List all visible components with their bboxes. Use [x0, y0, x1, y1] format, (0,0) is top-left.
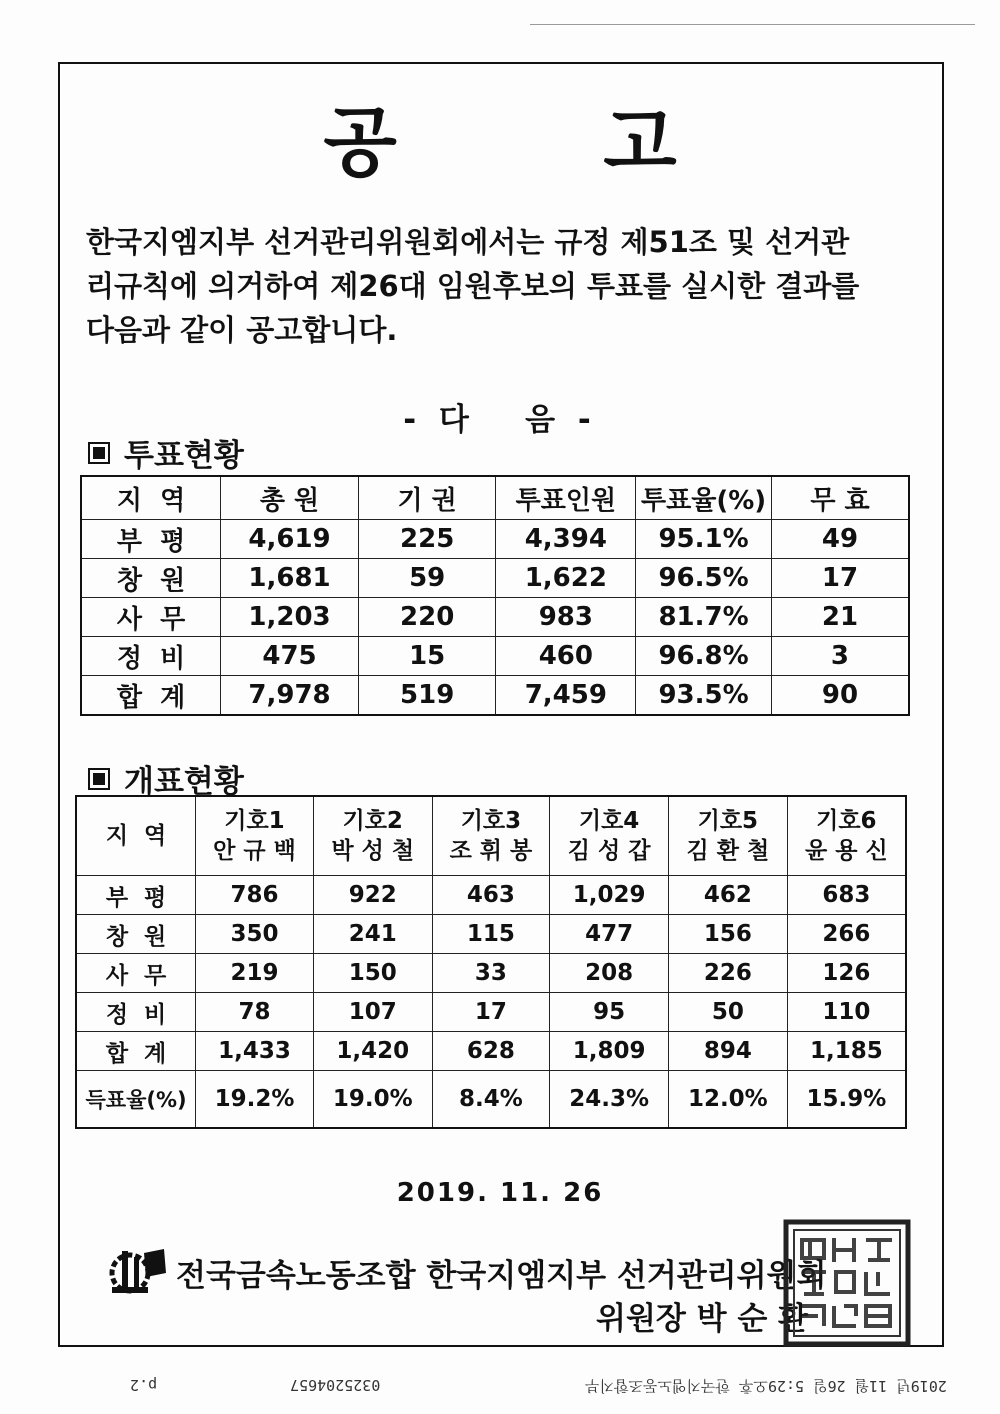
table-cell: 49 [771, 520, 909, 559]
candidate-name: 김 환 철 [686, 838, 770, 864]
table-cell: 3 [771, 637, 909, 676]
table-row [81, 637, 909, 676]
intro-paragraph [86, 220, 926, 352]
header-cell: 지 역 [76, 796, 196, 876]
table-cell: 24.3% [550, 1071, 669, 1129]
table-cell: 4,619 [221, 520, 359, 559]
table-cell: 12.0% [668, 1071, 787, 1129]
table-cell: 241 [313, 915, 432, 954]
table-cell: 1,622 [496, 559, 636, 598]
signatory-name: 위원장 박 순 환 [596, 1301, 809, 1337]
table-cell: 519 [358, 676, 496, 716]
table-cell: 50 [668, 993, 787, 1032]
table-header-row [76, 796, 906, 876]
table-cell: 90 [771, 676, 909, 716]
table-cell: 110 [787, 993, 906, 1032]
table-cell: 59 [358, 559, 496, 598]
table-cell: 1,203 [221, 598, 359, 637]
table-cell: 477 [550, 915, 669, 954]
table-cell: 78 [196, 993, 314, 1032]
table-row [76, 954, 906, 993]
table-cell: 17 [432, 993, 550, 1032]
table-cell: 33 [432, 954, 550, 993]
table-cell: 95 [550, 993, 669, 1032]
table-cell: 107 [313, 993, 432, 1032]
candidate-header [432, 796, 550, 876]
candidate-name: 조 휘 봉 [449, 838, 533, 864]
table-cell: 219 [196, 954, 314, 993]
table-cell: 1,185 [787, 1032, 906, 1071]
table-cell: 460 [496, 637, 636, 676]
region-cell: 정 비 [76, 993, 196, 1032]
candidate-number: 기호4 [578, 808, 640, 834]
candidate-number: 기호5 [697, 808, 759, 834]
table-row [81, 598, 909, 637]
table-cell: 208 [550, 954, 669, 993]
table-cell: 81.7% [636, 598, 772, 637]
table-cell: 1,809 [550, 1032, 669, 1071]
candidate-number: 기호3 [460, 808, 522, 834]
table-cell: 21 [771, 598, 909, 637]
candidate-name: 윤 용 신 [805, 838, 888, 864]
table-cell: 1,029 [550, 876, 669, 915]
region-cell: 부 평 [81, 520, 221, 559]
notice-title: 공 고 [323, 98, 767, 187]
region-cell: 합 계 [76, 1032, 196, 1071]
official-seal-icon [782, 1218, 912, 1348]
voting-section-heading [88, 430, 244, 475]
header-cell: 무 효 [771, 476, 909, 520]
voting-table [80, 475, 910, 716]
candidate-header [313, 796, 432, 876]
table-cell: 226 [668, 954, 787, 993]
table-cell: 150 [313, 954, 432, 993]
table-row-vote-rate [76, 1071, 906, 1129]
candidate-header [196, 796, 314, 876]
union-logo-icon [108, 1243, 170, 1295]
organization-name: 전국금속노동조합 한국지엠지부 선거관리위원회 [176, 1258, 827, 1294]
table-cell: 19.2% [196, 1071, 314, 1129]
table-cell: 15 [358, 637, 496, 676]
candidate-header [787, 796, 906, 876]
table-cell: 220 [358, 598, 496, 637]
voting-heading-text: 투표현황 [124, 438, 244, 474]
fax-top-line [530, 24, 975, 25]
table-cell: 475 [221, 637, 359, 676]
fax-header-page: p.2 [130, 1376, 158, 1394]
region-cell: 정 비 [81, 637, 221, 676]
table-cell: 4,394 [496, 520, 636, 559]
notice-date: 2019. 11. 26 [396, 1178, 604, 1208]
table-cell: 628 [432, 1032, 550, 1071]
table-cell: 96.5% [636, 559, 772, 598]
table-cell: 156 [668, 915, 787, 954]
square-bullet-icon [88, 768, 110, 790]
table-header-row [81, 476, 909, 520]
table-row [81, 520, 909, 559]
table-cell: 922 [313, 876, 432, 915]
counting-heading-text: 개표현황 [124, 764, 244, 800]
region-cell: 득표율(%) [76, 1071, 196, 1129]
table-cell: 462 [668, 876, 787, 915]
square-bullet-icon [88, 442, 110, 464]
table-cell: 463 [432, 876, 550, 915]
intro-line: 리규칙에 의거하여 제26대 임원후보의 투표를 실시한 결과를 [86, 269, 860, 303]
region-cell: 창 원 [81, 559, 221, 598]
candidate-name: 박 성 철 [331, 838, 415, 864]
table-cell: 350 [196, 915, 314, 954]
table-cell: 7,978 [221, 676, 359, 716]
header-cell: 기 권 [358, 476, 496, 520]
table-cell: 8.4% [432, 1071, 550, 1129]
table-cell: 683 [787, 876, 906, 915]
table-row [76, 993, 906, 1032]
header-cell: 투표율(%) [636, 476, 772, 520]
table-cell: 1,433 [196, 1032, 314, 1071]
candidate-number: 기호2 [342, 808, 403, 834]
header-cell: 총 원 [221, 476, 359, 520]
table-cell: 95.1% [636, 520, 772, 559]
candidate-number: 기호6 [816, 808, 877, 834]
fax-header-timestamp: 2019년 11월 26일 5:29오후 한국지엠노동조합지부 [585, 1377, 947, 1395]
table-cell: 894 [668, 1032, 787, 1071]
table-row [76, 876, 906, 915]
table-cell: 96.8% [636, 637, 772, 676]
table-cell: 93.5% [636, 676, 772, 716]
fax-header-number: 0325204657 [290, 1376, 381, 1394]
table-cell: 15.9% [787, 1071, 906, 1129]
intro-line: 한국지엠지부 선거관리위원회에서는 규정 제51조 및 선거관 [86, 225, 850, 259]
table-cell: 7,459 [496, 676, 636, 716]
region-cell: 사 무 [76, 954, 196, 993]
table-cell: 983 [496, 598, 636, 637]
candidate-header [668, 796, 787, 876]
candidate-name: 안 규 백 [213, 838, 296, 864]
table-row-total [76, 1032, 906, 1071]
table-cell: 115 [432, 915, 550, 954]
next-label: - 다 음 - [403, 402, 597, 438]
table-cell: 126 [787, 954, 906, 993]
counting-table [75, 795, 907, 1129]
table-row [76, 915, 906, 954]
candidate-header [550, 796, 669, 876]
table-cell: 17 [771, 559, 909, 598]
table-row-total [81, 676, 909, 716]
region-cell: 합 계 [81, 676, 221, 716]
region-cell: 사 무 [81, 598, 221, 637]
intro-line: 다음과 같이 공고합니다. [86, 313, 398, 347]
table-cell: 266 [787, 915, 906, 954]
header-cell: 지 역 [81, 476, 221, 520]
table-cell: 19.0% [313, 1071, 432, 1129]
header-cell: 투표인원 [496, 476, 636, 520]
table-cell: 1,681 [221, 559, 359, 598]
table-row [81, 559, 909, 598]
table-cell: 786 [196, 876, 314, 915]
region-cell: 부 평 [76, 876, 196, 915]
region-cell: 창 원 [76, 915, 196, 954]
candidate-name: 김 성 갑 [567, 838, 651, 864]
candidate-number: 기호1 [224, 808, 285, 834]
table-cell: 225 [358, 520, 496, 559]
table-cell: 1,420 [313, 1032, 432, 1071]
